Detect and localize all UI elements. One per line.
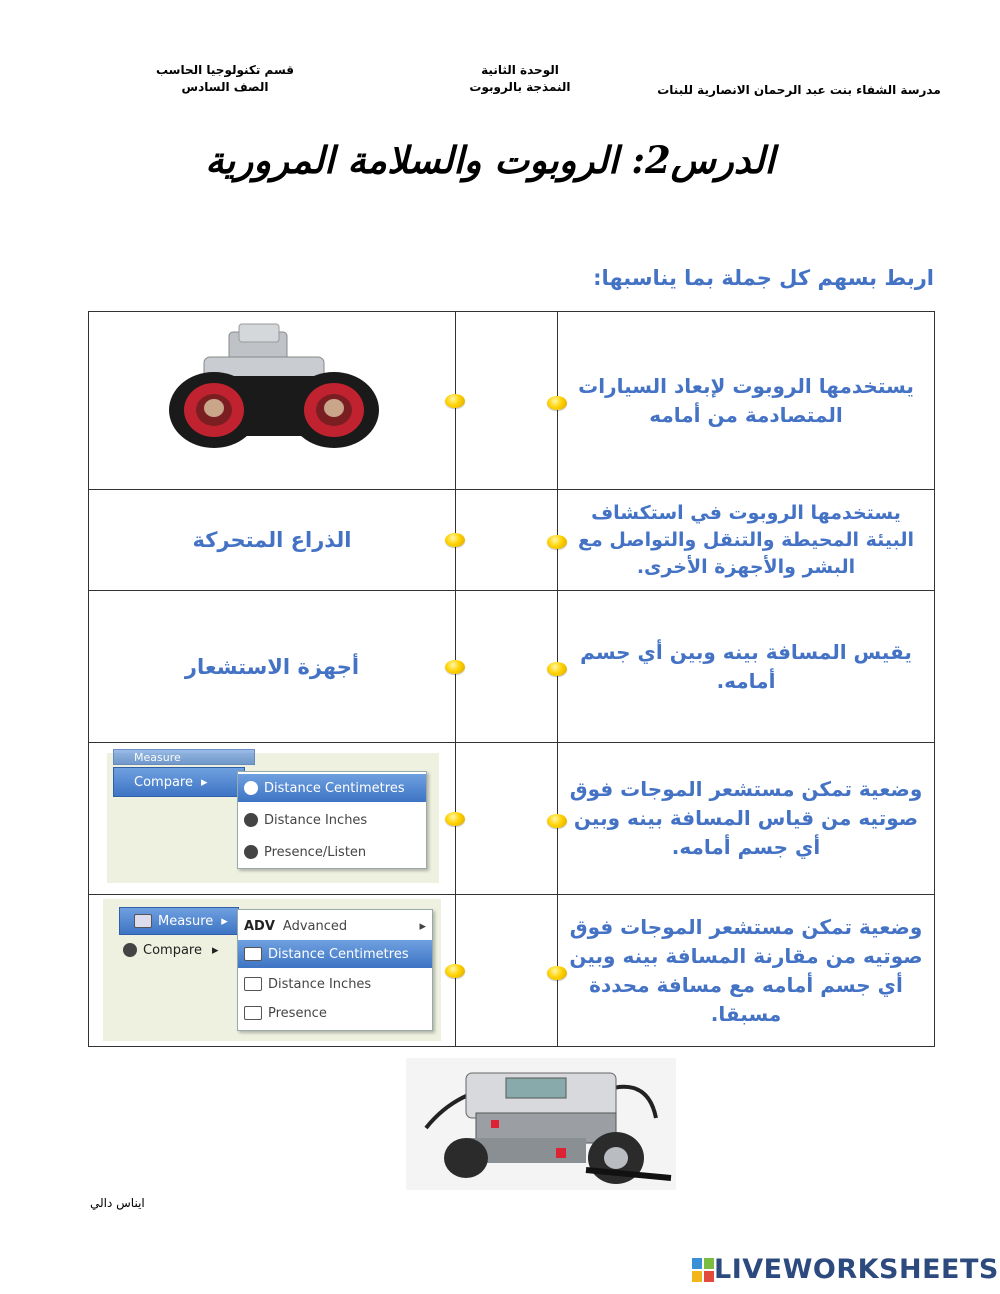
sentence-text: وضعية تمكن مستشعر الموجات فوق صوتيه من قياس المسافة بينه وبين أي جسم أمامه.: [569, 777, 923, 859]
chevron-right-icon: ▸: [200, 774, 208, 790]
submenu-item: Presence/Listen: [238, 838, 426, 866]
match-row: [89, 743, 935, 895]
compare-menu-screenshot: [107, 750, 439, 883]
right-match-dot[interactable]: [547, 396, 567, 410]
adv-tag: ADV: [244, 918, 275, 934]
answer-cell[interactable]: [89, 895, 456, 1047]
unit-name: النمذجة بالروبوت: [469, 80, 571, 94]
match-row: [89, 895, 935, 1047]
spacer-cell: [456, 591, 558, 743]
brand-text: LIVEWORKSHEETS: [714, 1254, 999, 1285]
answer-cell[interactable]: [89, 743, 456, 895]
compare-item: [113, 767, 245, 797]
sentence-text: يقيس المسافة بينه وبين أي جسم أمامه.: [580, 639, 912, 693]
measure-icon: [134, 914, 152, 928]
compare-submenu: [237, 771, 427, 869]
submenu-item: Distance Inches: [238, 806, 426, 834]
department-info: [140, 62, 310, 96]
match-row: [89, 591, 935, 743]
sentence-text: وضعية تمكن مستشعر الموجات فوق صوتيه من مقارنة المسافة بينه وبين أي جسم أمامه مع مسافة محددة مسبقا.: [569, 914, 923, 1026]
liveworksheets-logo-icon: [692, 1258, 714, 1282]
unit-info: [440, 62, 600, 96]
distance-inch-icon: [244, 977, 262, 991]
presence-icon: [244, 1006, 262, 1020]
right-match-dot[interactable]: [547, 814, 567, 828]
compare-icon: [123, 943, 137, 957]
right-match-dot[interactable]: [547, 662, 567, 676]
right-match-dot[interactable]: [547, 966, 567, 980]
spacer-cell: [456, 743, 558, 895]
department-name: قسم تكنولوجيا الحاسب: [155, 63, 295, 77]
submenu-item: ADV Advanced ▸: [244, 918, 426, 934]
sentence-cell: [558, 591, 935, 743]
distance-cm-icon: [244, 781, 258, 795]
chevron-right-icon: ▸: [419, 918, 426, 934]
presence-icon: [244, 845, 258, 859]
measure-item: Measure ▸: [119, 907, 239, 935]
answer-text: الذراع المتحركة: [192, 528, 352, 552]
submenu-item: Presence: [238, 999, 432, 1027]
submenu-item: Distance Centimetres: [238, 940, 432, 968]
instruction-text: اربط بسهم كل جملة بما يناسبها:: [593, 266, 934, 290]
sentence-cell: [558, 743, 935, 895]
match-row: [89, 312, 935, 490]
lesson-title: الدرس2: الروبوت والسلامة المرورية: [205, 138, 775, 182]
compare-item: Compare ▸: [119, 937, 233, 963]
ultrasonic-sensor-image: [89, 312, 456, 489]
distance-inch-icon: [244, 813, 258, 827]
measure-item: Measure: [113, 749, 255, 765]
spacer-cell: [456, 312, 558, 490]
submenu-item: Distance Centimetres: [238, 774, 426, 802]
answer-cell[interactable]: [89, 490, 456, 591]
match-row: [89, 490, 935, 591]
unit-number: الوحدة الثانية: [481, 63, 559, 77]
sentence-cell: [558, 490, 935, 591]
grade-level: الصف السادس: [181, 80, 269, 94]
sentence-cell: [558, 895, 935, 1047]
answer-cell[interactable]: [89, 591, 456, 743]
answer-text: أجهزة الاستشعار: [184, 654, 360, 679]
chevron-right-icon: ▸: [221, 913, 228, 929]
submenu-item: Distance Inches: [238, 970, 432, 998]
author-name: ايناس دالي: [90, 1196, 145, 1210]
sentence-cell: [558, 312, 935, 490]
sentence-text: يستخدمها الروبوت في استكشاف البيئة المحيطة والتنقل والتواصل مع البشر والأجهزة الأخرى.: [577, 501, 915, 578]
sentence-text: يستخدمها الروبوت لإبعاد السيارات المتصادمة من أمامه: [578, 373, 914, 427]
measure-menu-screenshot: [103, 899, 441, 1041]
answer-cell[interactable]: [89, 312, 456, 490]
spacer-cell: [456, 490, 558, 591]
distance-cm-icon: [244, 947, 262, 961]
measure-submenu: [237, 909, 433, 1031]
matching-table: [88, 311, 935, 1047]
liveworksheets-logo: [692, 1254, 999, 1285]
spacer-cell: [456, 895, 558, 1047]
school-name: مدرسة الشفاء بنت عبد الرحمان الانصارية للبنات: [657, 83, 941, 97]
chevron-right-icon: ▸: [211, 942, 219, 958]
compare-label: Compare: [134, 774, 193, 790]
right-match-dot[interactable]: [547, 535, 567, 549]
ev3-robot-image: [406, 1058, 676, 1190]
